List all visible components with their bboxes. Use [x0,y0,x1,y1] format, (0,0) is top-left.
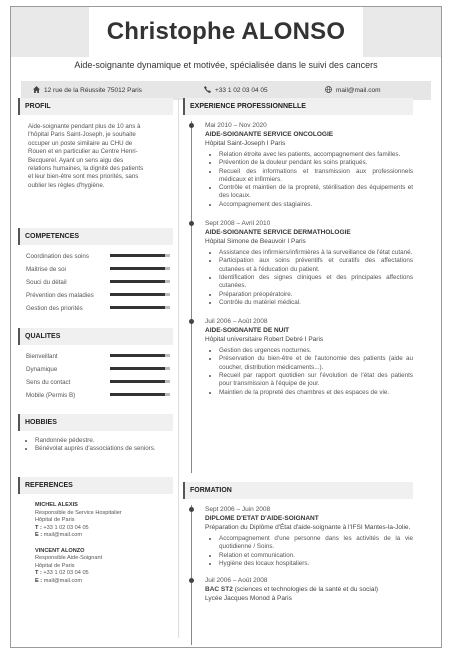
skill-bar-fill [110,306,165,309]
list-item: • Contrôle du matériel médical. [219,299,413,307]
list-item: • Accompagnement d'une personne dans les activités de la vie quotidienne / Soins. [219,535,413,552]
skill-bar-fill [110,267,165,270]
entry-org: Hôpital Simone de Beauvoir I Paris [205,238,306,246]
timeline-dot [189,319,194,324]
profil-text: Aide-soignante pendant plus de 10 ans à l'hôpital Paris Saint-Joseph, je souhaite occuper un poste similaire au CHU de Rouen et en particulier au Centre Henri-Becquerel. Ayant un sens aigu des relations humaines, la dignité des patients et leur bien-être sont mes priorités, sans oublier les règles d'hygiène. [28,123,144,189]
skill-row [18,289,173,302]
skill-bar-fill [110,254,165,257]
reference-email: E : mail@mail.com [35,532,83,538]
formation-entry [183,505,413,568]
right-column [183,98,413,645]
candidate-name: Christophe ALONSO [106,18,346,45]
entry-tasks [205,249,413,307]
email-text: mail@mail.com [336,87,381,94]
skill-bar-fill [110,280,165,283]
list-item: • Préparation préopératoire. [219,291,413,299]
entry-degree-line [205,585,413,594]
reference-phone: T : +33 1 02 03 04 05 [35,570,89,576]
entry-tasks [205,347,413,397]
skill-row [18,363,173,376]
qualites-list [18,345,173,410]
phone-text: +33 1 02 03 04 05 [215,87,268,94]
entry-org: Préparation du Diplôme d'État d'aide-soignante à l'IFSI Mantes-la-Jolie. [205,524,411,531]
skill-label: Dynamique [26,366,58,373]
qualites-heading: QUALITES [18,328,173,345]
skill-bar-fill [110,380,165,383]
skill-bar [110,354,170,357]
skill-bar [110,380,170,383]
reference-email: E : mail@mail.com [35,577,83,584]
globe-icon [325,86,332,93]
entry-degree-detail: (sciences et technologies de la santé et du social) [232,586,379,594]
entry-org: Hôpital universitaire Robert Debré I Paris [205,336,324,344]
experience-entry [183,317,413,397]
skill-label: Coordination des soins [26,253,89,260]
list-item: • Randonnée pédestre. [35,437,173,445]
entry-date: Sept 2006 – Juin 2008 [205,506,271,513]
entry-date: Juil 2006 – Août 2008 [205,318,268,326]
reference-name: MICHEL ALEXIS [35,502,78,508]
skill-label: Sens du contact [26,379,71,386]
skill-label: Mobile (Permis B) [26,392,76,399]
list-item: • Assistance des infirmiers/infirmières à la surveillance de l'état cutané. [219,249,413,257]
address-text: 12 rue de la Réussite 75012 Paris [44,87,142,94]
list-item: • Bénévolat auprès d'associations de seniors. [35,445,173,453]
entry-org: Hôpital Saint-Joseph I Paris [205,140,286,147]
list-item: • Contrôle et maintien de la propreté, stérilisation des équipements et des locaux. [219,184,413,201]
entry-job-title: AIDE-SOIGNANTE SERVICE DERMATHOLOGIE [205,229,351,237]
list-item: • Recueil des informations et transmission aux professionnels médicaux et infirmiers. [219,168,413,185]
skill-label: Souci du détail [26,279,67,286]
list-item: • Relation et communication. [219,552,413,560]
timeline-dot [189,123,194,128]
experience-entry [183,121,413,209]
skill-bar-fill [110,293,165,296]
skill-row [18,302,173,315]
entry-date: Sept 2008 – Avril 2010 [205,220,271,228]
entry-job-title: AIDE-SOIGNANTE SERVICE ONCOLOGIE [205,131,334,138]
email-label: E : [35,577,43,584]
timeline-dot [189,507,194,512]
phone-icon [204,86,211,93]
skill-bar-fill [110,367,165,370]
reference-2 [18,548,173,586]
headline: Aide-soignante dynamique et motivée, spécialisée dans le suivi des cancers [74,60,378,70]
list-item: • Identification des signes cliniques et des principales affections cutanées. [219,274,413,291]
experience-list [183,121,413,397]
list-item: • Relation étroite avec les patients, accompagnement des familles. [219,151,413,159]
reference-place: Hôpital de Paris [35,562,75,569]
list-item: • Participation aux soins préventifs et curatifs des affectations cutanées et à l'éducation du patient. [219,257,413,274]
hobbies-list [18,431,173,469]
reference-1 [18,502,173,540]
list-item: • Préservation du bien-être et de l'autonomie des patients (aide au coucher, distribution médicaments...). [219,355,413,372]
skill-bar [110,267,170,270]
entry-date: Juil 2006 – Août 2008 [205,577,268,585]
formation-timeline [183,505,413,645]
skill-bar [110,306,170,309]
reference-name: VINCENT ALONZO [35,547,85,554]
tel-label: T : [35,524,42,531]
skill-bar-fill [110,354,165,357]
references-heading: REFERENCES [18,477,173,494]
formation-heading: FORMATION [183,482,413,499]
entry-tasks [205,151,413,209]
skill-row [18,263,173,276]
list-item: • Recueil par rapport quotidien sur l'évolution de l'état des patients pour transmission à l'équipe de jour. [219,372,413,389]
entry-degree: BAC ST2 [205,586,233,594]
formation-entry [183,576,413,603]
email-label: E : [35,532,43,538]
list-item: • Maintien de la propreté des chambres et des espaces de vie. [219,389,413,397]
list-item: • Accompagnement des stagiaires. [219,201,413,209]
reference-role: Responsible Aide-Soignant [35,555,103,561]
reference-place: Hôpital de Paris [35,517,75,523]
skill-bar [110,280,170,283]
left-column [18,98,173,585]
skill-bar [110,293,170,296]
list-item: • Hygiène des locaux hospitaliers. [219,560,413,568]
skill-row [18,350,173,363]
list-item: • Gestion des urgences nocturnes. [219,347,413,355]
timeline-dot [189,221,194,226]
experience-timeline [183,121,413,473]
entry-date: Mai 2010 – Nov 2020 [205,122,267,129]
skill-bar [110,254,170,257]
entry-job-title: AIDE-SOIGNANTE DE NUIT [205,327,290,335]
competences-list [18,245,173,322]
skill-bar [110,393,170,396]
reference-role: Responsible de Service Hospitalier [35,509,122,516]
list-item: • Prévention de la douleur pendant les soins pratiqués. [219,159,413,167]
skill-bar-fill [110,393,165,396]
competences-heading: COMPETENCES [18,228,173,245]
skill-row [18,250,173,263]
skill-label: Maitrise de soi [26,266,66,273]
skill-label: Gestion des priorités [26,305,83,312]
skill-row [18,276,173,289]
entry-tasks [205,535,413,568]
home-icon [33,86,40,93]
skill-label: Prévention des maladies [26,292,94,299]
experience-heading: EXPERIENCE PROFESSIONNELLE [183,98,413,115]
skill-row [18,389,173,402]
entry-degree: DIPLOME D'ETAT D'AIDE-SOIGNANT [205,515,319,522]
skill-label: Bienveillant [26,353,58,360]
column-divider [178,98,179,638]
timeline-dot [189,578,194,583]
skill-row [18,376,173,389]
profil-heading: PROFIL [18,98,173,115]
skill-bar [110,367,170,370]
entry-org: Lycée Jacques Monod à Paris [205,595,292,603]
name-band [11,7,441,57]
tel-label: T : [35,570,42,576]
reference-phone: T : +33 1 02 03 04 05 [35,524,89,531]
name-box [89,7,363,57]
hobbies-heading: HOBBIES [18,414,173,431]
experience-entry [183,219,413,307]
